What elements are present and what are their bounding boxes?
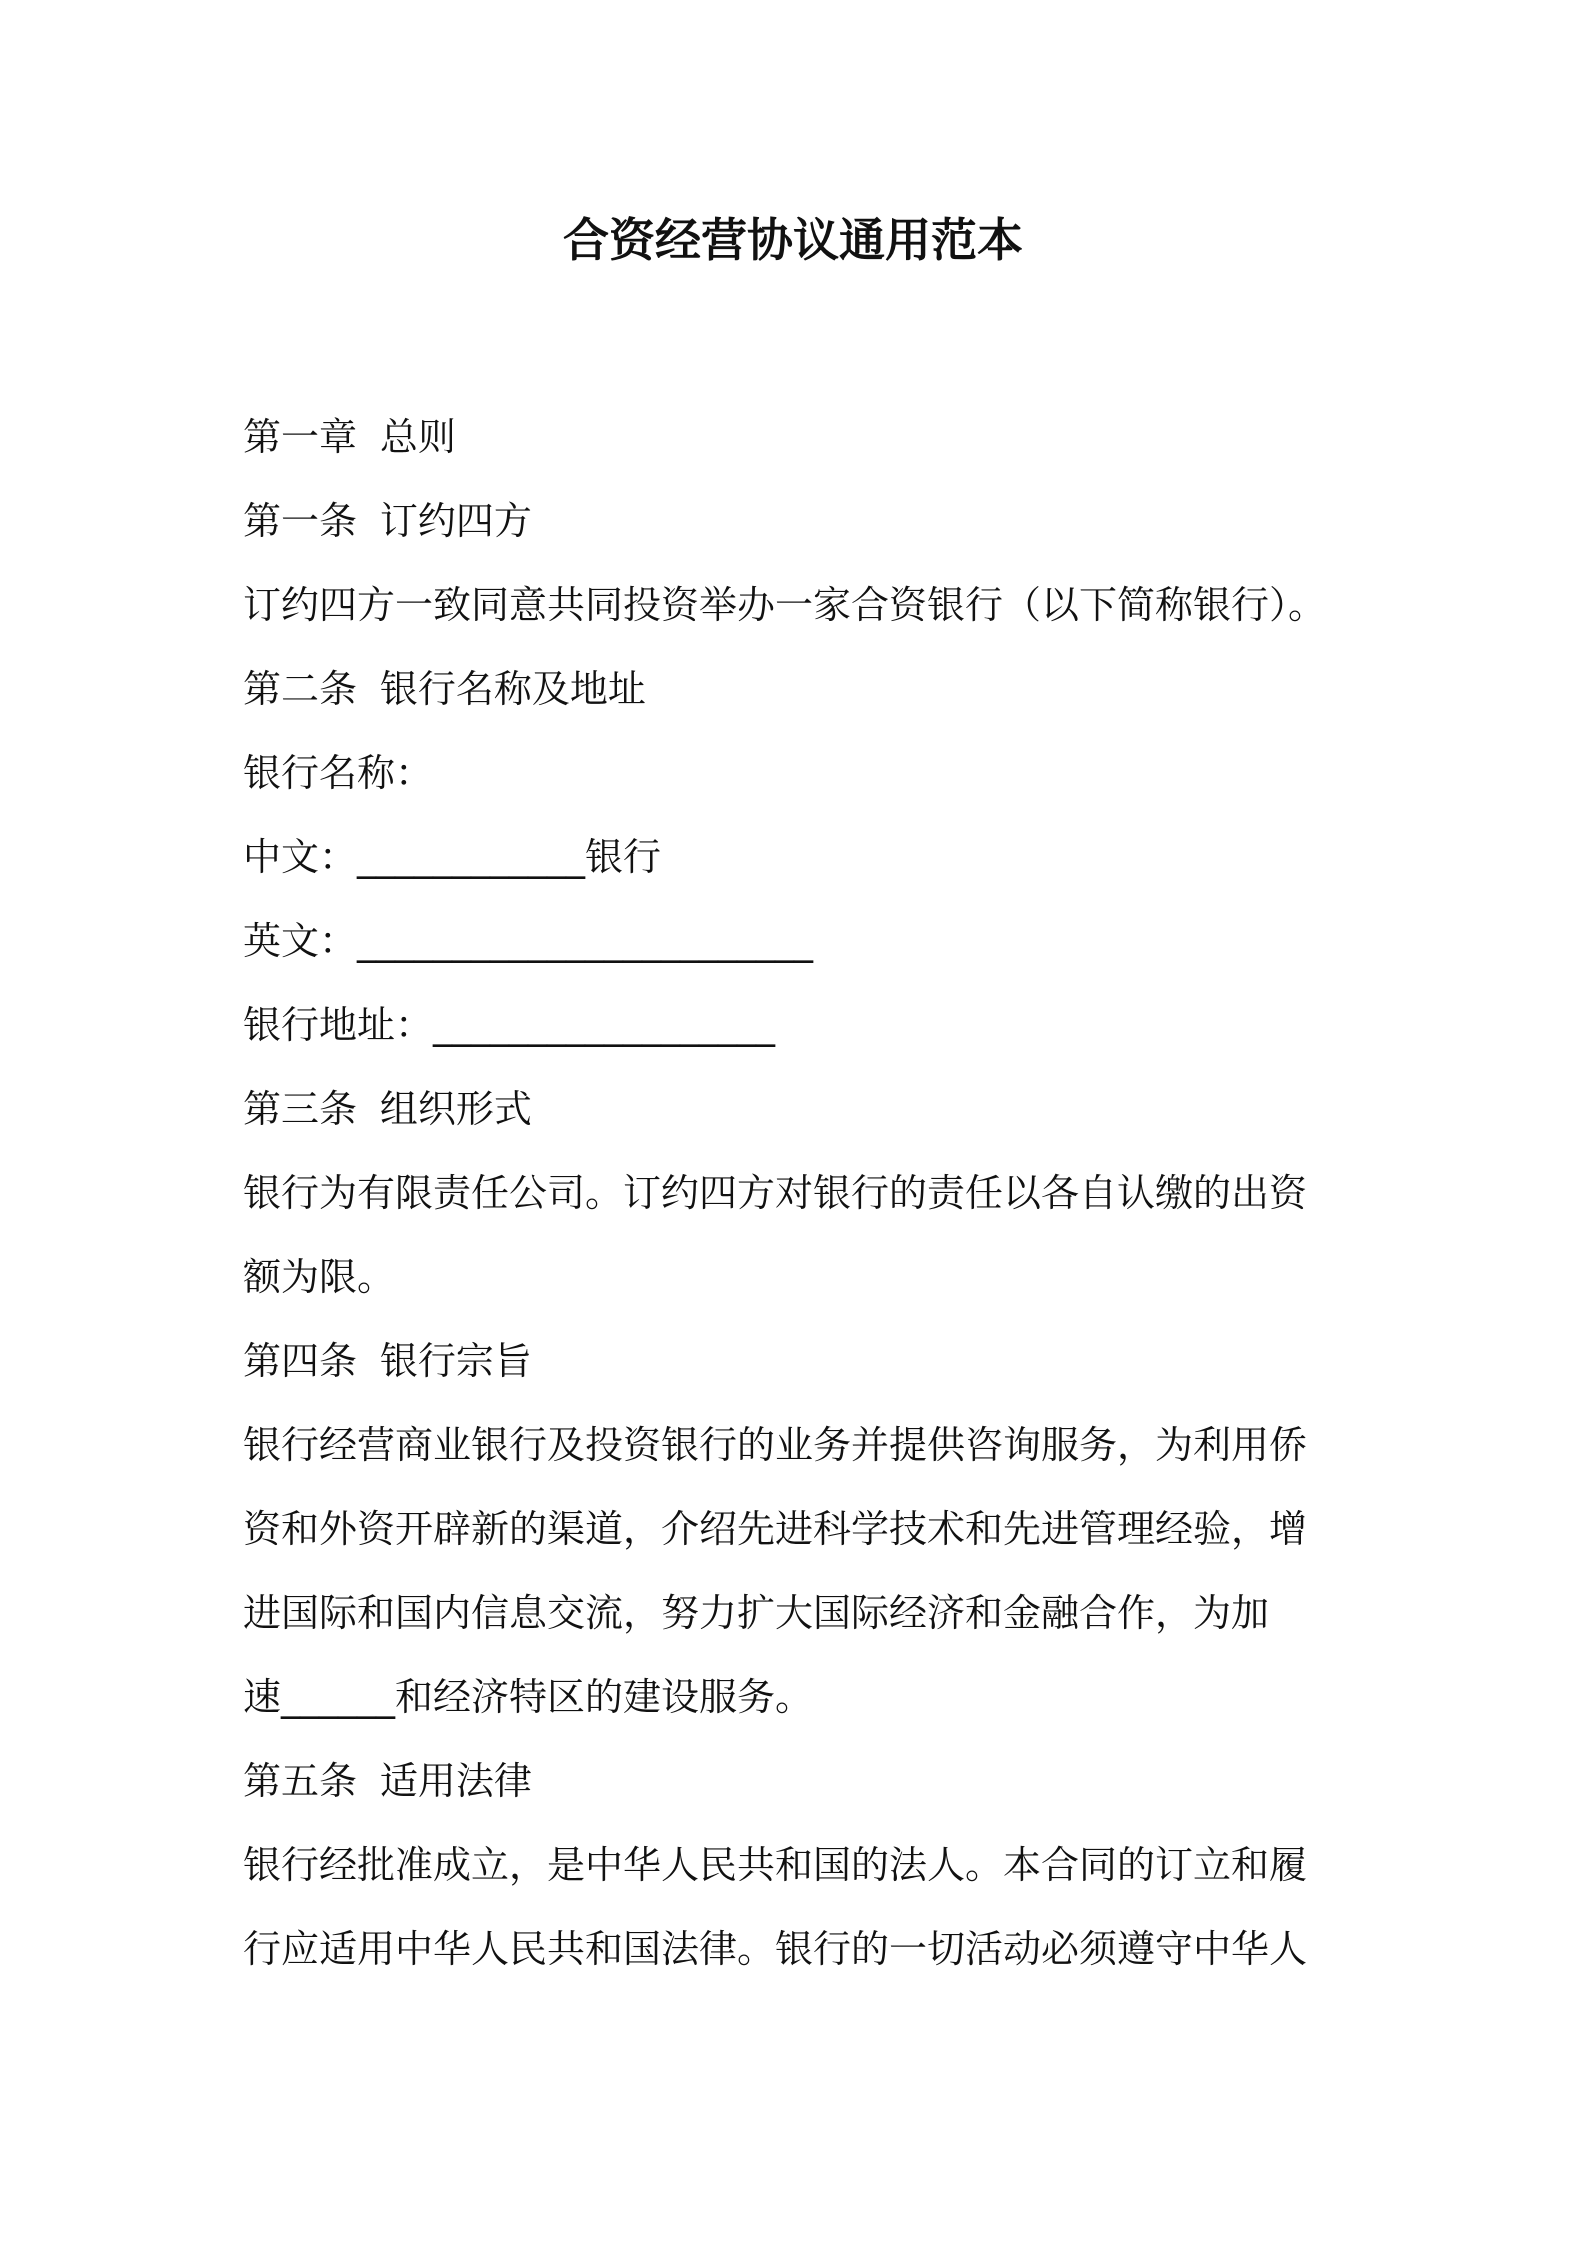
article-paragraph-line: 额为限。	[243, 1255, 396, 1299]
article-number: 第二条	[243, 667, 358, 711]
article-name: 订约四方	[379, 499, 532, 543]
article-name: 组织形式	[379, 1087, 532, 1131]
article-number: 第三条	[243, 1087, 358, 1131]
article-number: 第五条	[243, 1759, 358, 1803]
article-paragraph-line: 订约四方一致同意共同投资举办一家合资银行（以下简称银行）。	[243, 583, 1327, 627]
article-heading	[243, 1084, 532, 1134]
article-name: 银行名称及地址	[379, 667, 646, 711]
article-paragraph-line: 银行经营商业银行及投资银行的业务并提供咨询服务，为利用侨	[243, 1423, 1308, 1467]
article-heading	[243, 1336, 532, 1386]
article-paragraph-line: 速______和经济特区的建设服务。	[243, 1675, 814, 1719]
chapter-number: 第一章	[243, 415, 358, 459]
article-heading	[243, 664, 646, 714]
document-title: 合资经营协议通用范本	[563, 213, 1023, 267]
article-paragraph-line: 进国际和国内信息交流，努力扩大国际经济和金融合作，为加	[243, 1591, 1270, 1635]
english-name-field: 英文：________________________	[243, 919, 814, 963]
chinese-name-field: 中文：____________银行	[243, 835, 662, 879]
article-number: 第四条	[243, 1339, 358, 1383]
chapter-heading	[243, 412, 456, 462]
article-name: 适用法律	[379, 1759, 532, 1803]
article-paragraph-line: 银行为有限责任公司。订约四方对银行的责任以各自认缴的出资	[243, 1171, 1308, 1215]
bank-name-label: 银行名称：	[243, 751, 434, 795]
article-paragraph-line: 资和外资开辟新的渠道，介绍先进科学技术和先进管理经验，增	[243, 1507, 1308, 1551]
article-heading	[243, 496, 532, 546]
bank-address-field: 银行地址：__________________	[243, 1003, 776, 1047]
article-paragraph-line: 银行经批准成立，是中华人民共和国的法人。本合同的订立和履	[243, 1843, 1308, 1887]
chapter-name: 总则	[379, 415, 456, 459]
article-number: 第一条	[243, 499, 358, 543]
article-name: 银行宗旨	[379, 1339, 532, 1383]
article-heading	[243, 1756, 532, 1806]
article-paragraph-line: 行应适用中华人民共和国法律。银行的一切活动必须遵守中华人	[243, 1927, 1308, 1971]
